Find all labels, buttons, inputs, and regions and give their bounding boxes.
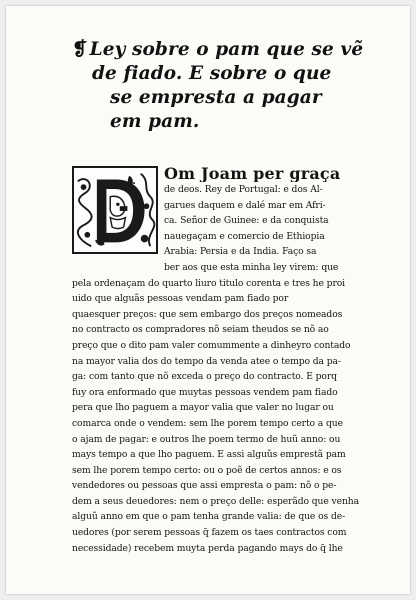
body-line: necessidade) recebem muyta perda pagando mays do q̃ lhe [72,542,343,554]
body-line: ga: com tanto que nõ exceda o preço do contracto. E porq [72,371,337,383]
decorated-initial [72,166,158,254]
body-line: alguũ anno em que o pam tenha grande valia: de que os de- [72,511,346,523]
title-line: ❡ Ley sobre o pam que se vẽ [72,39,364,60]
body-line: preço que o dito pam valer comummente a dinheyro contado [72,339,351,351]
body-line: fuy ora enformado que muytas pessoas vendem pam fiado [72,386,338,398]
body-line: ca. Señor de Guinee: e da conquista [164,215,329,227]
body-line: pela ordenaçam do quarto liuro titulo corenta e tres he proi [72,277,346,289]
body-line: na mayor valia dos do tempo da venda atee o tempo da pa- [72,355,341,367]
body-line: quaesquer preços: que sem embargo dos preços nomeados [72,308,343,320]
woodcut-initial-icon [74,168,156,252]
body-line: uido que alguãs pessoas vendam pam fiado por [72,293,289,305]
body-line: vendedores ou pessoas que assi empresta o pam: nõ o pe- [72,480,337,492]
body-line: pera que lho paguem a mayor valia que valer no lugar ou [72,402,334,414]
body-line: ber aos que esta minha ley virem: que [164,261,339,273]
document-title [72,38,372,134]
title-line: se empresta a pagar [110,87,322,108]
document-page [6,6,410,594]
body-line: garues daquem e dalé mar em Afri- [164,199,326,211]
pilcrow-icon: ❡ [72,39,88,60]
body-line: dem a seus deuedores: nem o preço delle: esperãdo que venha [72,495,359,507]
body-line: no contracto os compradores nõ seiam theudos se nõ ao [72,324,329,336]
body-line: Arabia: Persia e da India. Faço sa [164,246,317,258]
body-line: comarca onde o vendem: sem lhe porem tempo certo a que [72,417,343,429]
body-line: uedores (por serem pessoas q̃ fazem os taes contractos com [72,527,347,539]
body-line: o ajam de pagar: e outros lhe poem termo de huũ anno: ou [72,433,341,445]
title-line: em pam. [110,111,200,132]
body-line: mays tempo a que lho paguem. E assi alguũs emprestã pam [72,449,346,461]
body-line: de deos. Rey de Portugal: e dos Al- [164,184,323,195]
body-line: nauegaçam e comercio de Ethiopia [164,230,325,242]
body-line: sem lhe porem tempo certo: ou o poẽ de certos annos: e os [72,464,342,476]
title-line: de fiado. E sobre o que [92,63,332,84]
body-line: Om Joam per graça [164,166,341,182]
